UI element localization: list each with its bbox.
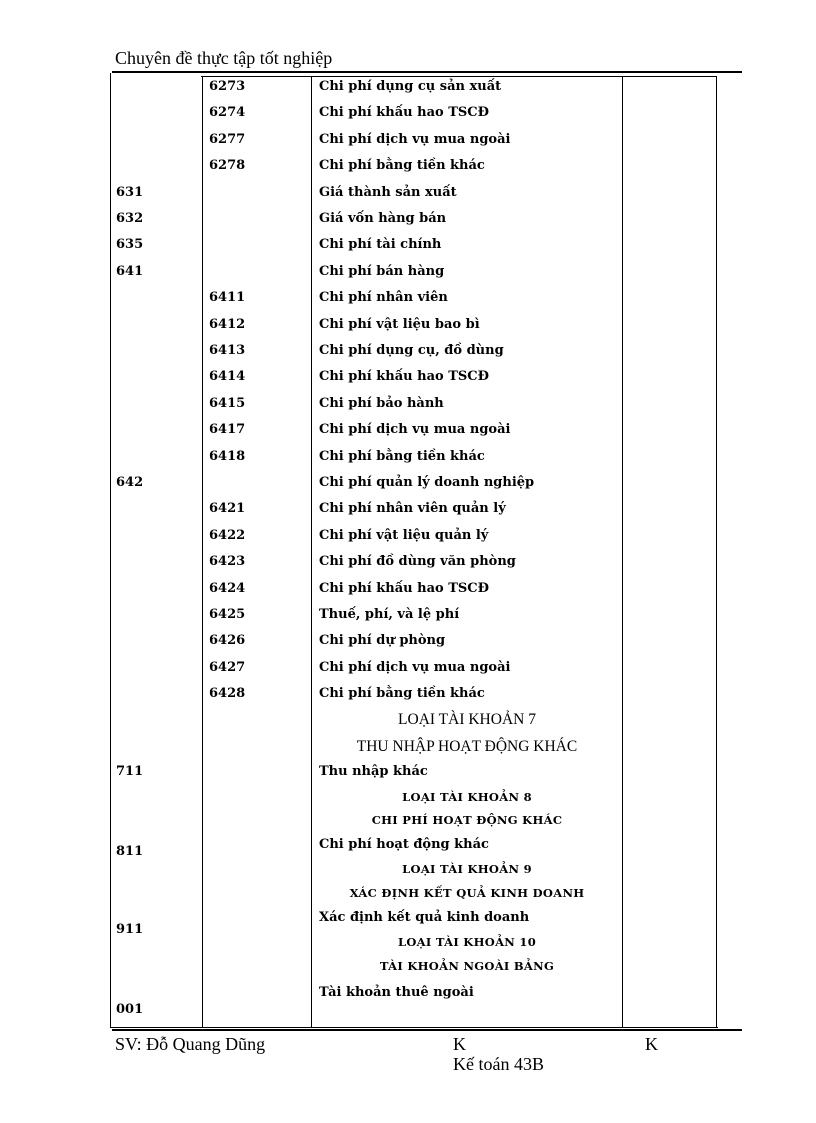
sub-account-code: 6411 bbox=[209, 290, 246, 306]
table-right-border bbox=[716, 76, 717, 1028]
section-7-subheading: THU NHẬP HOẠT ĐỘNG KHÁC bbox=[356, 738, 578, 755]
account-name: Chi phí khấu hao TSCĐ bbox=[319, 105, 489, 121]
account-name: Chi phí dụng cụ, đồ dùng bbox=[319, 343, 504, 358]
account-name: Chi phí dịch vụ mua ngoài bbox=[319, 422, 511, 438]
account-code: 641 bbox=[116, 263, 144, 279]
section-9-heading: LOẠI TÀI KHOẢN 9 bbox=[402, 862, 532, 876]
sub-account-code: 6278 bbox=[209, 158, 246, 174]
account-name: Chi phí bằng tiền khác bbox=[319, 448, 485, 464]
section-9-subheading: XÁC ĐỊNH KẾT QUẢ KINH DOANH bbox=[349, 886, 585, 900]
table-left-border bbox=[110, 73, 111, 1028]
account-name: Chi phí đồ dùng văn phòng bbox=[319, 554, 516, 570]
sub-account-code: 6424 bbox=[209, 580, 246, 596]
account-name: Chi phí khấu hao TSCĐ bbox=[319, 580, 489, 596]
sub-account-code: 6422 bbox=[209, 527, 246, 543]
account-name: Chi phí bán hàng bbox=[319, 263, 445, 279]
section-10-heading: LOẠI TÀI KHOẢN 10 bbox=[397, 935, 537, 949]
sub-account-code: 6417 bbox=[209, 422, 246, 438]
footer-rule bbox=[112, 1029, 742, 1031]
account-code: 635 bbox=[116, 237, 144, 253]
section-8-subheading: CHI PHÍ HOẠT ĐỘNG KHÁC bbox=[371, 813, 563, 827]
sub-account-code: 6412 bbox=[209, 316, 246, 332]
account-code-001: 001 bbox=[116, 1002, 144, 1017]
account-name: Chi phí vật liệu quản lý bbox=[319, 527, 489, 543]
header-rule bbox=[112, 71, 742, 73]
account-name: Thuế, phí, và lệ phí bbox=[319, 607, 460, 622]
footer-class: Kế toán 43B bbox=[453, 1054, 544, 1074]
account-name: Chi phí bằng tiền khác bbox=[319, 158, 485, 174]
sub-account-code: 6277 bbox=[209, 131, 246, 147]
account-name: Chi phí nhân viên quản lý bbox=[319, 501, 506, 517]
account-name-811: Chi phí hoạt động khác bbox=[319, 837, 489, 852]
account-name: Chi phí tài chính bbox=[319, 237, 442, 253]
sub-account-code: 6421 bbox=[209, 501, 246, 517]
account-name: Chi phí khấu hao TSCĐ bbox=[319, 369, 489, 385]
section-7-heading: LOẠI TÀI KHOẢN 7 bbox=[398, 711, 536, 728]
sub-account-code: 6413 bbox=[209, 343, 246, 358]
account-code: 642 bbox=[116, 475, 144, 490]
account-code-911: 911 bbox=[116, 922, 144, 937]
account-code-711: 711 bbox=[116, 764, 144, 779]
table-col-divider-1 bbox=[202, 76, 203, 1028]
table-top-border bbox=[201, 76, 717, 77]
table-col-divider-3 bbox=[622, 76, 623, 1028]
account-name-001: Tài khoản thuê ngoài bbox=[319, 985, 474, 1000]
sub-account-code: 6428 bbox=[209, 686, 246, 702]
sub-account-code: 6273 bbox=[209, 79, 246, 94]
footer-mark-left: K bbox=[453, 1034, 466, 1054]
sub-account-code: 6423 bbox=[209, 554, 246, 570]
sub-account-code: 6414 bbox=[209, 369, 246, 385]
sub-account-code: 6418 bbox=[209, 448, 246, 464]
footer-student-name: SV: Đỗ Quang Dũng bbox=[115, 1034, 266, 1054]
account-name: Giá thành sản xuất bbox=[319, 184, 457, 200]
account-name: Chi phí dịch vụ mua ngoài bbox=[319, 131, 511, 147]
account-name: Chi phí bảo hành bbox=[319, 395, 444, 411]
account-name-711: Thu nhập khác bbox=[319, 764, 428, 779]
account-name: Chi phí dụng cụ sản xuất bbox=[319, 79, 502, 94]
account-name: Chi phí dịch vụ mua ngoài bbox=[319, 659, 511, 675]
account-name: Chi phí nhân viên bbox=[319, 290, 448, 306]
account-name-911: Xác định kết quả kinh doanh bbox=[319, 910, 530, 925]
account-name: Chi phí quản lý doanh nghiệp bbox=[319, 475, 535, 490]
section-8-heading: LOẠI TÀI KHOẢN 8 bbox=[402, 790, 532, 804]
sub-account-code: 6426 bbox=[209, 633, 246, 649]
account-name: Chi phí bằng tiền khác bbox=[319, 686, 485, 702]
footer-mark-right: K bbox=[645, 1034, 658, 1054]
sub-account-code: 6415 bbox=[209, 395, 246, 411]
account-code: 632 bbox=[116, 211, 144, 226]
section-10-subheading: TÀI KHOẢN NGOÀI BẢNG bbox=[379, 959, 555, 973]
account-code: 631 bbox=[116, 184, 144, 200]
sub-account-code: 6425 bbox=[209, 607, 246, 622]
account-code-811: 811 bbox=[116, 844, 144, 859]
page-header-title: Chuyên đề thực tập tốt nghiệp bbox=[115, 48, 333, 68]
account-name: Chi phí vật liệu bao bì bbox=[319, 316, 480, 332]
sub-account-code: 6427 bbox=[209, 659, 246, 675]
account-name: Chi phí dự phòng bbox=[319, 633, 446, 649]
account-name: Giá vốn hàng bán bbox=[319, 211, 447, 226]
sub-account-code: 6274 bbox=[209, 105, 246, 121]
